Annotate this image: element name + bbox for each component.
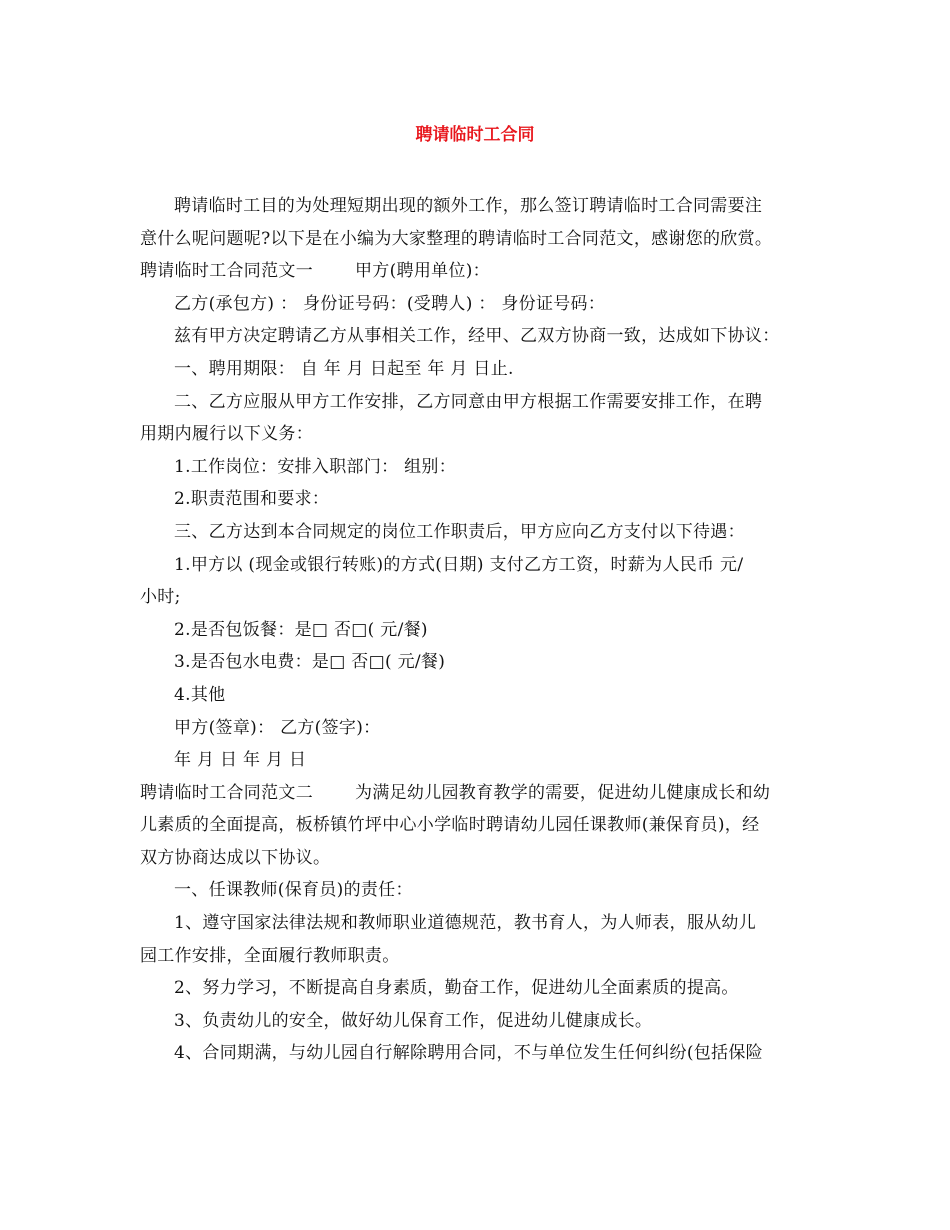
section-heading-line (140, 777, 812, 810)
paragraph-line: 3、负责幼儿的安全，做好幼儿保育工作，促进幼儿健康成长。 (174, 1010, 653, 1031)
paragraph-line: 年 月 日 年 月 日 (174, 750, 307, 771)
section-heading: 聘请临时工合同范文二 (140, 782, 313, 803)
paragraph-line: 甲方(签章)： 乙方(签字)： (174, 717, 381, 738)
paragraph-line: 小时; (140, 587, 181, 608)
paragraph-line: 儿素质的全面提高，板桥镇竹坪中心小学临时聘请幼儿园任课教师(兼保育员)，经 (140, 815, 760, 836)
paragraph-line: 一、任课教师(保育员)的责任： (174, 880, 413, 901)
paragraph-line: 2.是否包饭餐：是□ 否□( 元/餐) (174, 619, 428, 640)
paragraph-line: 1.工作岗位：安排入职部门： 组别： (174, 456, 457, 477)
paragraph-line: 园工作安排，全面履行教师职责。 (140, 945, 400, 966)
section-heading: 聘请临时工合同范文一 (140, 261, 313, 282)
paragraph-line: 2、努力学习，不断提高自身素质，勤奋工作，促进幼儿全面素质的提高。 (174, 978, 739, 999)
section-heading-line (140, 255, 812, 288)
paragraph-line: 兹有甲方决定聘请乙方从事相关工作，经甲、乙双方协商一致，达成如下协议： (174, 326, 780, 347)
paragraph-line: 1、遵守国家法律法规和教师职业道德规范，教书育人，为人师表，服从幼儿 (174, 913, 757, 934)
paragraph-text: 为满足幼儿园教育教学的需要，促进幼儿健康成长和幼 (355, 782, 771, 803)
paragraph-line: 用期内履行以下义务： (140, 424, 313, 445)
paragraph-line: 意什么呢问题呢?以下是在小编为大家整理的聘请临时工合同范文，感谢您的欣赏。 (140, 228, 773, 249)
paragraph-line: 三、乙方达到本合同规定的岗位工作职责后，甲方应向乙方支付以下待遇： (174, 521, 745, 542)
paragraph-line: 3.是否包水电费：是□ 否□( 元/餐) (174, 652, 446, 673)
paragraph-line: 双方协商达成以下协议。 (140, 847, 331, 868)
paragraph-line: 乙方(承包方) ： 身份证号码：(受聘人) ： 身份证号码： (174, 293, 606, 314)
paragraph-line: 4、合同期满，与幼儿园自行解除聘用合同，不与单位发生任何纠纷(包括保险 (174, 1043, 763, 1064)
party-a-label: 甲方(聘用单位)： (355, 261, 490, 282)
document-body (140, 190, 812, 1070)
paragraph-line: 一、聘用期限： 自 年 月 日起至 年 月 日止. (174, 358, 514, 379)
paragraph-line: 2.职责范围和要求： (174, 489, 330, 510)
document-title: 聘请临时工合同 (415, 125, 535, 145)
paragraph-line: 4.其他 (174, 684, 226, 705)
paragraph-line: 二、乙方应服从甲方工作安排，乙方同意由甲方根据工作需要安排工作，在聘 (174, 391, 763, 412)
paragraph-line: 聘请临时工目的为处理短期出现的额外工作，那么签订聘请临时工合同需要注 (174, 196, 763, 216)
paragraph-line: 1.甲方以 (现金或银行转账)的方式(日期) 支付乙方工资，时薪为人民币 元/ (174, 554, 744, 575)
